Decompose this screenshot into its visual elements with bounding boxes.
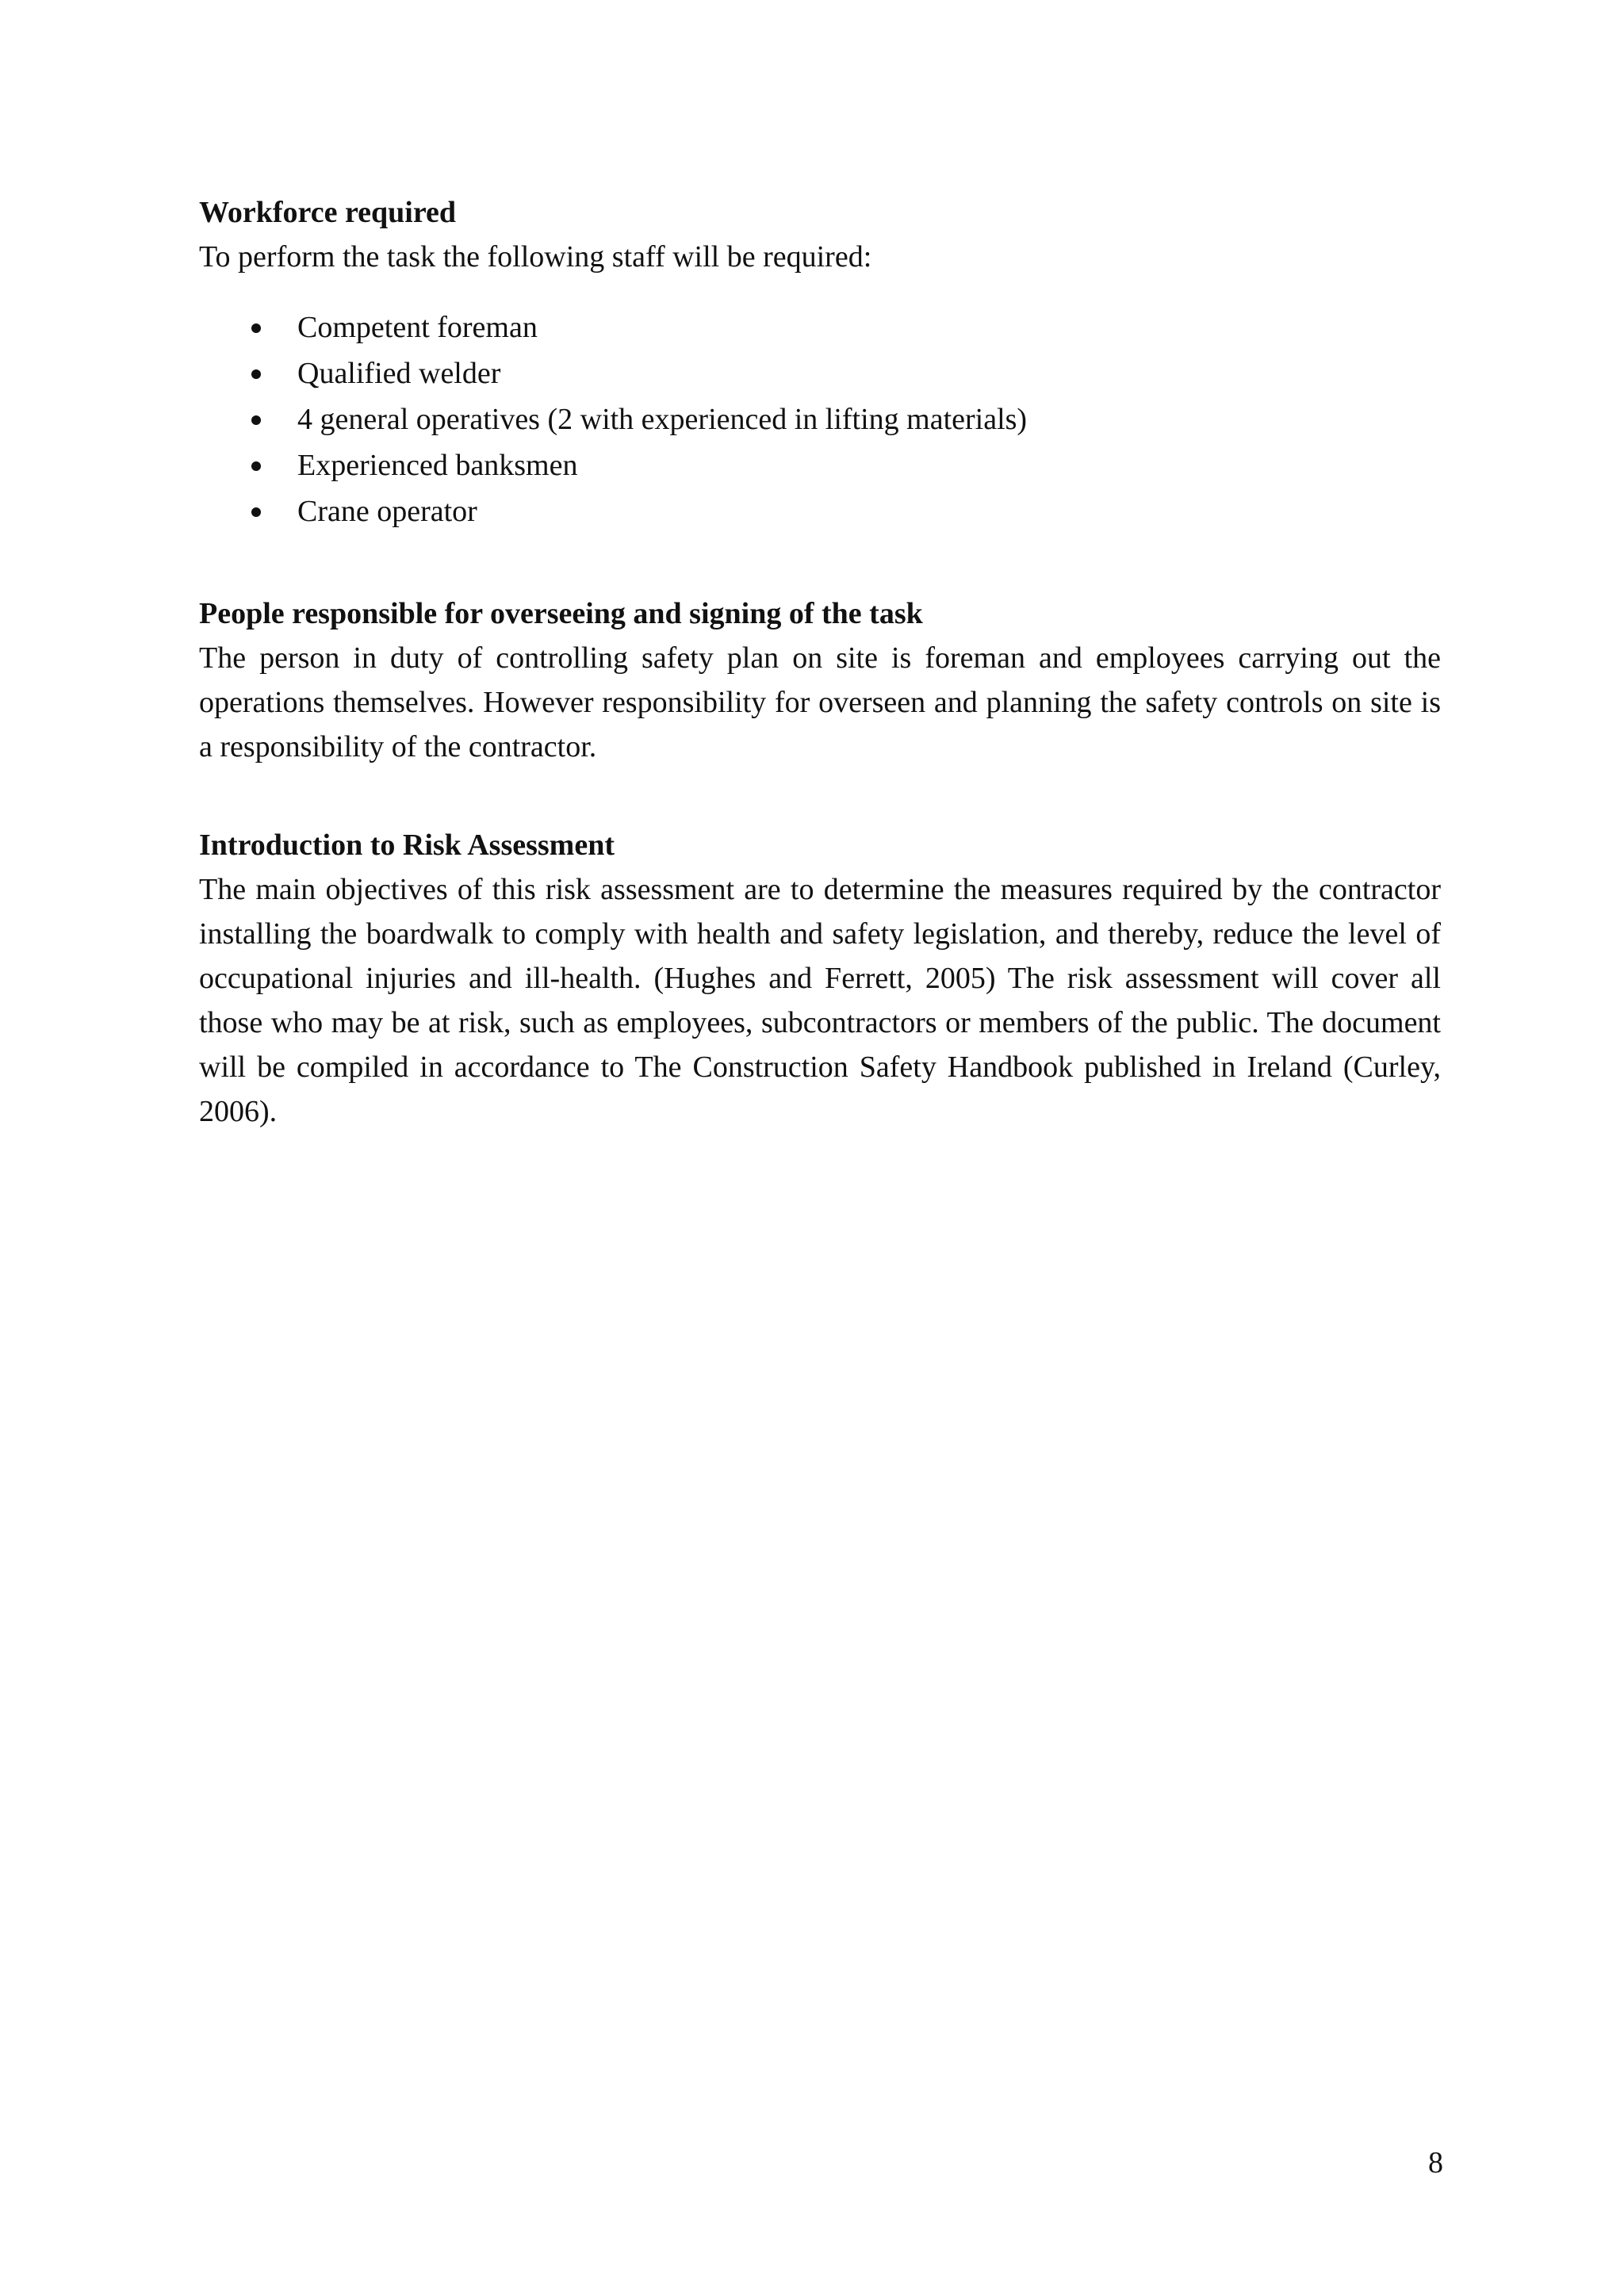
workforce-item-text: Qualified welder [297, 357, 501, 390]
introduction-section [199, 823, 1441, 1134]
workforce-item [199, 488, 1441, 534]
workforce-item [199, 396, 1441, 442]
workforce-item [199, 442, 1441, 488]
workforce-item-text: Competent foreman [297, 311, 538, 344]
responsibility-section [199, 591, 1441, 769]
workforce-heading: Workforce required [199, 196, 457, 229]
bullet-icon [251, 323, 261, 333]
workforce-section [199, 190, 1441, 534]
workforce-item [199, 304, 1441, 350]
introduction-heading: Introduction to Risk Assessment [199, 828, 615, 862]
workforce-intro: To perform the task the following staff will be required: [199, 240, 872, 274]
responsibility-heading: People responsible for overseeing and signing of the task [199, 597, 923, 630]
bullet-icon [251, 415, 261, 425]
bullet-icon [251, 507, 261, 517]
workforce-item-text: Experienced banksmen [297, 449, 578, 482]
responsibility-body: The person in duty of controlling safety plan on site is foreman and employees carrying out the operations themselves. However responsibility for overseen and planning the safety controls on site is a responsibility of the contractor. [199, 641, 1441, 763]
bullet-icon [251, 369, 261, 379]
introduction-body: The main objectives of this risk assessment are to determine the measures required by the contractor installing the boardwalk to comply with health and safety legislation, and thereby, reduce the level of occupational injuries and ill-health. (Hughes and Ferrett, 2005) The risk assessment will cover all those who may be at risk, such as employees, subcontractors or members of the public. The document will be compiled in accordance to The Construction Safety Handbook published in Ireland (Curley, 2006). [199, 873, 1441, 1128]
workforce-list [199, 304, 1441, 534]
workforce-item-text: Crane operator [297, 495, 477, 528]
page-number: 8 [1428, 2146, 1443, 2179]
page-content [199, 190, 1441, 1134]
workforce-item-text: 4 general operatives (2 with experienced in lifting materials) [297, 403, 1028, 436]
workforce-item [199, 350, 1441, 396]
bullet-icon [251, 461, 261, 471]
